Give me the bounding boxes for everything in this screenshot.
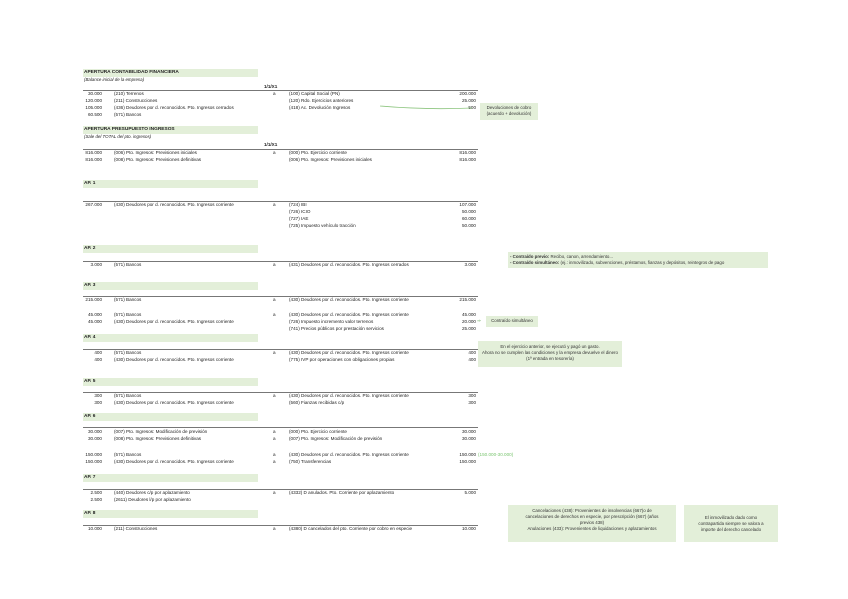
connector: a xyxy=(273,429,276,434)
credit-amount: 5.000 xyxy=(464,490,476,495)
section-title: AP. 3 xyxy=(84,283,96,288)
debit-amount: 3.000 xyxy=(90,262,102,267)
debit-account: (571) Bancos xyxy=(114,452,142,457)
debit-amount: 400 xyxy=(94,350,102,355)
debit-account: (211) Construcciones xyxy=(114,98,158,103)
note-line: cancelaciones de derechos en especie, por prescripción (667) (años xyxy=(525,514,659,519)
note-text: (ej.: inmovilizado, subvenciones, préstamos, fianzas y depósitos, reintegros de pago xyxy=(559,260,725,265)
credit-amount: 200.000 xyxy=(459,91,476,96)
section-subtitle: (Balance inicial de la empresa) xyxy=(84,77,145,82)
debit-account: (008) Pto. Ingresos: Previsiones definitivas xyxy=(114,157,202,162)
section-title: AP. 1 xyxy=(84,181,96,186)
credit-account: (430) Deudores por d. reconocidos. Pto. Ingresos corriente xyxy=(289,312,409,317)
debit-amount: 30.000 xyxy=(87,429,102,434)
connector: a xyxy=(273,350,276,355)
note-line: En el ejercicio anterior, se ejecutó y pagó un gasto. xyxy=(500,344,600,349)
credit-account: (100) Capital Social (PN) xyxy=(289,91,340,96)
debit-amount: 400 xyxy=(94,357,102,362)
credit-account: (725) Impuesto vehículo tracción xyxy=(289,223,356,228)
credit-account: (000) Pto. Ejercicio corriente xyxy=(289,150,347,155)
debit-amount: 215.000 xyxy=(85,297,102,302)
credit-amount: 25.000 xyxy=(461,98,476,103)
credit-account: (430) Deudores por d. reconocidos. Pto. Ingresos corriente xyxy=(289,350,409,355)
debit-account: (007) Pto. Ingresos: Modificación de previsión xyxy=(114,429,208,434)
credit-amount: 500 xyxy=(468,105,476,110)
debit-account: (430) Deudores por d. reconocidos. Pto. Ingresos corriente xyxy=(114,400,234,405)
section-title: AP. 7 xyxy=(84,475,96,480)
debit-account: (571) Bancos xyxy=(114,393,142,398)
credit-amount: 215.000 xyxy=(459,297,476,302)
debit-amount: 30.000 xyxy=(87,91,102,96)
note-contraido-simultaneo: Contraído simultáneo xyxy=(486,316,538,327)
connector: a xyxy=(273,297,276,302)
credit-amount: 50.000 xyxy=(461,209,476,214)
connector: a xyxy=(273,262,276,267)
connector: a xyxy=(273,452,276,457)
connector: a xyxy=(273,91,276,96)
section-title: AP. 8 xyxy=(84,511,96,516)
note-line: (acuerdo + devolución) xyxy=(486,111,532,116)
credit-account: (431) Deudores por d. reconocidos. Pto. Ingresos cerrados xyxy=(289,262,409,267)
arrow-connector xyxy=(380,104,476,110)
credit-amount: 816.000 xyxy=(459,157,476,162)
debit-amount: 2.500 xyxy=(90,497,102,502)
divider xyxy=(83,392,478,393)
connector: a xyxy=(273,150,276,155)
credit-amount: 150.000 xyxy=(459,459,476,464)
debit-account: (436) Deudores por d. reconocidos. Pto. Ingresos cerrados xyxy=(114,105,234,110)
debit-amount: 267.000 xyxy=(85,202,102,207)
debit-amount: 2.500 xyxy=(90,490,102,495)
note-inmovilizado xyxy=(684,505,778,542)
note-line: Devoluciones de cobro xyxy=(486,105,532,110)
credit-amount: 300 xyxy=(468,400,476,405)
section-title: AP. 6 xyxy=(84,414,96,419)
debit-account: (571) Bancos xyxy=(114,262,142,267)
section-band-ap2 xyxy=(83,245,258,253)
credit-account: (724) IBI xyxy=(289,202,307,207)
credit-amount: 300 xyxy=(468,393,476,398)
debit-account: (440) Deudores c/p por aplazamiento xyxy=(114,490,190,495)
debit-account: (571) Bancos xyxy=(114,350,142,355)
debit-account: (006) Pto. Ingresos: Previsiones iniciales xyxy=(114,150,197,155)
note-line: Cancelaciones (438): Provenientes de insolvencias (667)o de xyxy=(532,508,652,513)
debit-amount: 150.000 xyxy=(85,459,102,464)
divider xyxy=(83,261,478,262)
connector: a xyxy=(273,202,276,207)
calculation-note: (150.000-30.000) xyxy=(478,452,514,457)
credit-amount: 400 xyxy=(468,350,476,355)
credit-amount: 50.000 xyxy=(461,223,476,228)
debit-amount: 300 xyxy=(94,393,102,398)
credit-account: (560) Fianzas recibidas c/p xyxy=(289,400,345,405)
credit-account: (4380) D cancelados del pto. Corriente por cobro en especie xyxy=(289,526,413,531)
connector: a xyxy=(273,436,276,441)
arrow-right-icon: ⇒ xyxy=(477,318,481,323)
credit-account: (4332) D anulados. Pto. Corriente por aplazamiento xyxy=(289,490,395,495)
credit-amount: 107.000 xyxy=(459,202,476,207)
debit-account: (211) Construcciones xyxy=(114,526,158,531)
debit-amount: 10.000 xyxy=(87,526,102,531)
credit-account: (000) Pto. Ejercicio corriente xyxy=(289,429,347,434)
debit-amount: 150.000 xyxy=(85,452,102,457)
credit-amount: 25.000 xyxy=(461,326,476,331)
note-line: Anulaciones (433): Provenientes de liquidaciones y aplazamientos xyxy=(527,526,657,531)
debit-amount: 45.000 xyxy=(87,312,102,317)
divider xyxy=(83,296,478,297)
debit-amount: 120.000 xyxy=(85,98,102,103)
credit-account: (750) Transferencias xyxy=(289,459,332,464)
debit-amount: 30.000 xyxy=(87,436,102,441)
credit-account: (418) Ac. Devolución Ingresos xyxy=(289,105,351,110)
credit-amount: 3.000 xyxy=(464,262,476,267)
credit-account: (430) Deudores por d. reconocidos. Pto. Ingresos corriente xyxy=(289,452,409,457)
section-title: AP. 2 xyxy=(84,246,96,251)
note-line xyxy=(510,260,766,266)
connector: a xyxy=(273,393,276,398)
credit-amount: 45.000 xyxy=(461,312,476,317)
debit-amount: 60.500 xyxy=(87,112,102,117)
note-line: importe del derecho cancelado xyxy=(700,527,762,532)
debit-account: (210) Terrenos xyxy=(114,91,144,96)
debit-account: (2611) Deudores l/p por aplazamiento xyxy=(114,497,191,502)
credit-account: (007) Pto. Ingresos: Modificación de previsión xyxy=(289,436,383,441)
section-band-ap1 xyxy=(83,180,258,188)
section-title: AP. 5 xyxy=(84,379,96,384)
note-line: Ahora no se cumplen las condiciones y la empresa devuelve el dinero xyxy=(482,350,618,355)
credit-account: (726) ICIO xyxy=(289,209,311,214)
debit-amount: 300 xyxy=(94,400,102,405)
note-label: - Contraído previo: xyxy=(510,254,550,259)
connector: a xyxy=(273,312,276,317)
credit-account: (741) Precios públicos por prestación servicios xyxy=(289,326,384,331)
credit-amount: 60.000 xyxy=(461,216,476,221)
section-title: APERTURA PRESUPUESTO INGRESOS xyxy=(84,127,175,132)
section-title: AP. 4 xyxy=(84,335,96,340)
debit-account: (008) Pto. Ingresos: Previsiones definitivas xyxy=(114,436,202,441)
credit-account: (727) IAE xyxy=(289,216,309,221)
credit-account: (726) Impuesto incremento valor terrenos xyxy=(289,319,374,324)
credit-account: (430) Deudores por d. reconocidos. Pto. Ingresos corriente xyxy=(289,393,409,398)
section-band-ap5 xyxy=(83,378,258,386)
debit-amount: 105.000 xyxy=(85,105,102,110)
section-band-ap6 xyxy=(83,413,258,421)
connector: a xyxy=(273,526,276,531)
credit-account: (006) Pto. Ingresos: Previsiones iniciales xyxy=(289,157,372,162)
entry-date: 1/1/X1 xyxy=(264,84,278,89)
note-line: previos 438) xyxy=(579,520,605,525)
credit-account: (775) IVP por operaciones con obligaciones propias xyxy=(289,357,395,362)
section-title: APERTURA CONTABILIDAD FINANCIERA xyxy=(84,70,179,75)
note-contraido xyxy=(508,252,768,268)
credit-amount: 816.000 xyxy=(459,150,476,155)
debit-amount: 816.000 xyxy=(85,150,102,155)
note-text: Recibo, canon, arrendamiento... xyxy=(549,254,613,259)
credit-account: (430) Deudores por d. reconocidos. Pto. Ingresos corriente xyxy=(289,297,409,302)
debit-account: (430) Deudores por d. reconocidos. Pto. Ingresos corriente xyxy=(114,357,234,362)
connector: a xyxy=(273,490,276,495)
credit-amount: 150.000 xyxy=(459,452,476,457)
credit-amount: 30.000 xyxy=(461,429,476,434)
note-line: contrapartida siempre se valora a xyxy=(698,521,764,526)
divider xyxy=(83,427,478,428)
note-gasto-devuelto xyxy=(478,341,622,367)
debit-account: (430) Deudores por d. reconocidos. Pto. Ingresos corriente xyxy=(114,459,234,464)
debit-amount: 45.000 xyxy=(87,319,102,324)
debit-amount: 816.000 xyxy=(85,157,102,162)
section-band-ap7 xyxy=(83,474,258,482)
note-label: - Contraído simultáneo: xyxy=(510,260,560,265)
debit-account: (430) Deudores por d. reconocidos. Pto. Ingresos corriente xyxy=(114,202,234,207)
section-subtitle: (Sale del TOTAL del pto. ingresos) xyxy=(84,134,152,139)
credit-amount: 30.000 xyxy=(461,436,476,441)
note-cancelaciones xyxy=(508,505,676,542)
debit-account: (430) Deudores por d. reconocidos. Pto. Ingresos corriente xyxy=(114,319,234,324)
credit-account: (120) Rdo. Ejercicios anteriores xyxy=(289,98,354,103)
debit-account: (571) Bancos xyxy=(114,312,142,317)
note-devoluciones xyxy=(480,103,538,120)
section-band-ap8 xyxy=(83,510,258,518)
credit-amount: 10.000 xyxy=(461,526,476,531)
entry-date: 1/1/X1 xyxy=(264,142,278,147)
credit-amount: 20.000 xyxy=(461,319,476,324)
section-band-ap4 xyxy=(83,334,258,342)
debit-account: (571) Bancos xyxy=(114,297,142,302)
note-line: (1ª entrada en tesorería) xyxy=(526,356,574,361)
credit-amount: 400 xyxy=(468,357,476,362)
note-line: El inmovilizado dado como xyxy=(704,515,758,520)
debit-account: (571) Bancos xyxy=(114,112,142,117)
divider xyxy=(83,349,478,350)
connector: a xyxy=(273,459,276,464)
section-band-ap3 xyxy=(83,282,258,290)
